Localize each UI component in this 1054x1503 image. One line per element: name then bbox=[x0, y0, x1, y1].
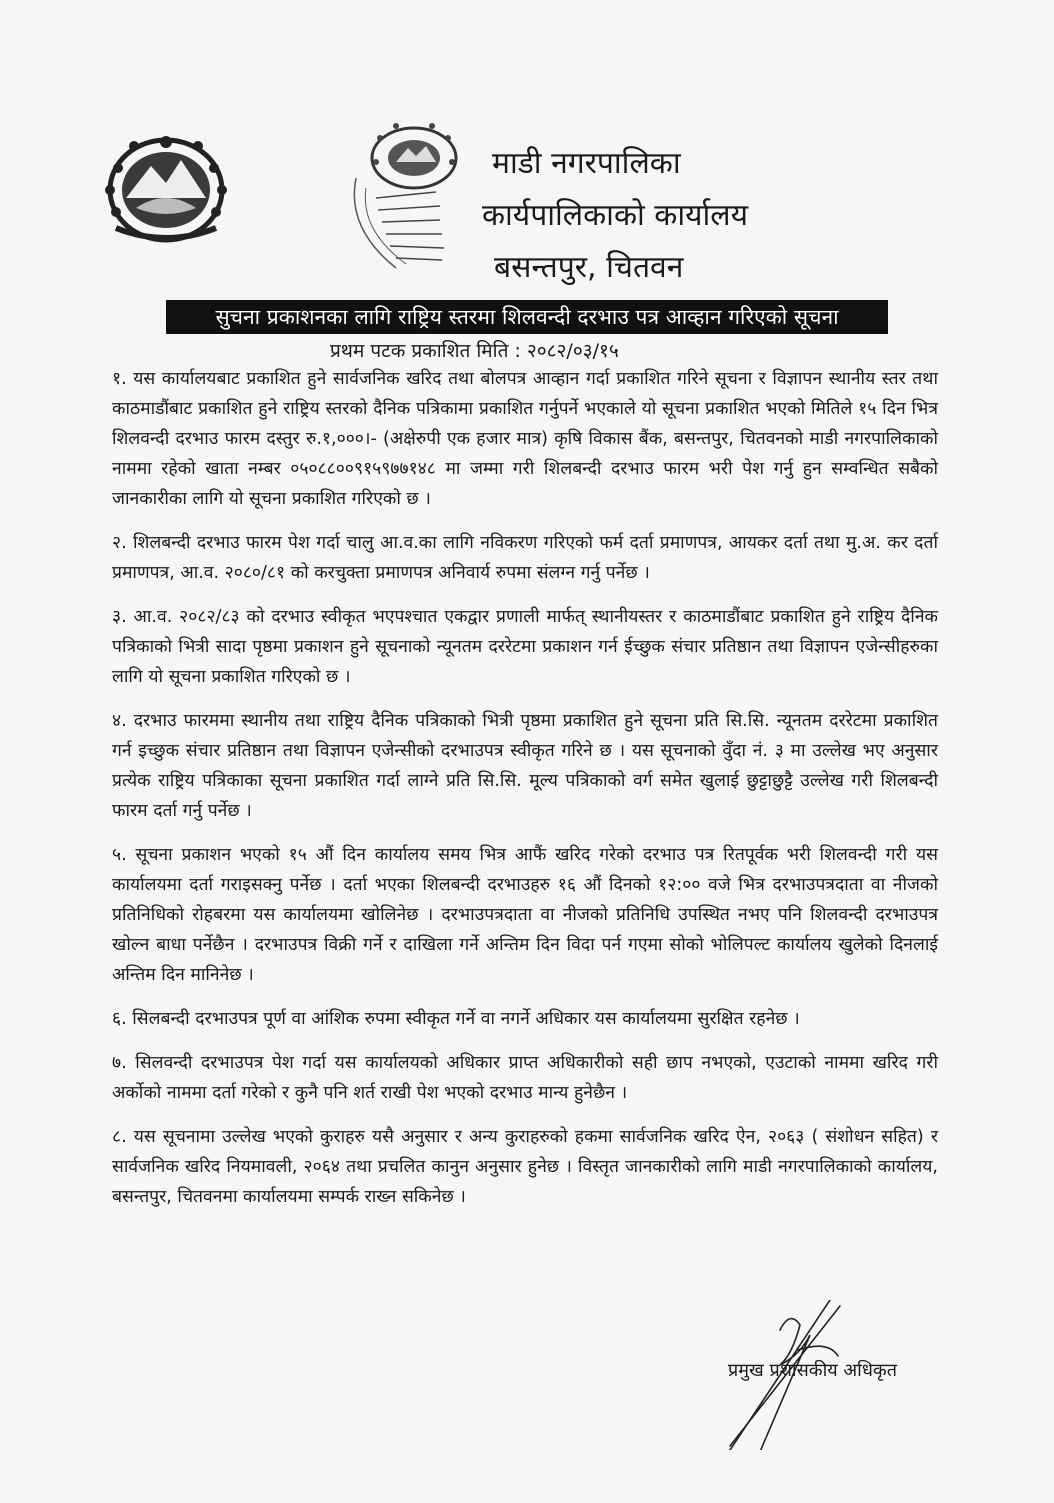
signatory-designation: प्रमुख प्रशासकीय अधिकृत bbox=[728, 1360, 897, 1381]
nepal-emblem-icon bbox=[96, 128, 236, 248]
notice-body bbox=[112, 364, 938, 1226]
clause-3: ३. आ.व. २०८२/८३ को दरभाउ स्वीकृत भएपश्चात एकद्वार प्रणाली मार्फत् स्थानीयस्तर र काठमाडौंबाट प्रकाशित हुने राष्ट्रिय दैनिक पत्रिकाको भित्री सादा पृष्ठमा प्रकाशन हुने सूचनाको न्यूनतम दररेटमा प्रकाशन गर्न ईच्छुक संचार प्रतिष्ठान तथा विज्ञापन एजेन्सीहरुका लागि यो सूचना प्रकाशित गरिएको छ । bbox=[112, 607, 938, 687]
municipality-name: माडी नगरपालिका bbox=[492, 146, 681, 181]
office-heading bbox=[482, 138, 812, 294]
clause-2: २. शिलबन्दी दरभाउ फारम पेश गर्दा चालु आ.व.का लागि नविकरण गरिएको फर्म दर्ता प्रमाणपत्र, आयकर दर्ता तथा मु.अ. कर दर्ता प्रमाणपत्र, आ.व. २०८०/८१ को करचुक्ता प्रमाणपत्र अनिवार्य रुपमा संलग्न गर्नु पर्नेछ । bbox=[112, 533, 938, 583]
clause-7: ७. सिलवन्दी दरभाउपत्र पेश गर्दा यस कार्यालयको अधिकार प्राप्त अधिकारीको सही छाप नभएको, एउटाको नाममा खरिद गरी अर्कोको नाममा दर्ता गरेको र कुनै पनि शर्त राखी पेश भएको दरभाउ मान्य हुनेछैन । bbox=[112, 1053, 938, 1103]
municipality-seal-stamp bbox=[336, 118, 486, 278]
office-subtitle: कार्यपालिकाको कार्यालय bbox=[482, 198, 749, 233]
clause-6: ६. सिलबन्दी दरभाउपत्र पूर्ण वा आंशिक रुपमा स्वीकृत गर्ने वा नगर्ने अधिकार यस कार्यालयमा सुरक्षित रहनेछ । bbox=[112, 1009, 800, 1029]
clause-8: ८. यस सूचनामा उल्लेख भएको कुराहरु यसै अनुसार र अन्य कुराहरुको हकमा सार्वजनिक खरिद ऐन, २०६३ ( संशोधन सहित) र सार्वजनिक खरिद नियमावली, २०६४ तथा प्रचलित कानुन अनुसार हुनेछ । विस्तृत जानकारीको लागि माडी नगरपालिकाको कार्यालय, बसन्तपुर, चितवनमा कार्यालयमा सम्पर्क राख्न सकिनेछ । bbox=[112, 1127, 938, 1207]
publication-date: प्रथम पटक प्रकाशित मिति : २०८२/०३/१५ bbox=[330, 340, 619, 362]
clause-1: १. यस कार्यालयबाट प्रकाशित हुने सार्वजनिक खरिद तथा बोलपत्र आव्हान गर्दा प्रकाशित गरिने सूचना र विज्ञापन स्थानीय स्तर तथा काठमाडौंबाट प्रकाशित हुने राष्ट्रिय स्तरको दैनिक पत्रिकामा प्रकाशित गर्नुपर्ने भएकाले यो सूचना प्रकाशित भएको मितिले १५ दिन भित्र शिलवन्दी दरभाउ फारम दस्तुर रु.१,०००।- (अक्षेरुपी एक हजार मात्र) कृषि विकास बैंक, बसन्तपुर, चितवनको माडी नगरपालिकाको नाममा रहेको खाता नम्बर ०५०८८००९१५९७७१४८ मा जम्मा गरी शिलबन्दी दरभाउ फारम भरी पेश गर्नु हुन सम्वन्धित सबैको जानकारीका लागि यो सूचना प्रकाशित गरिएको छ । bbox=[112, 369, 938, 509]
clause-5: ५. सूचना प्रकाशन भएको १५ औं दिन कार्यालय समय भित्र आफैं खरिद गरेको दरभाउ पत्र रितपूर्वक भरी शिलवन्दी गरी यस कार्यालयमा दर्ता गराइसक्नु पर्नेछ । दर्ता भएका शिलबन्दी दरभाउहरु १६ औं दिनको १२:०० वजे भित्र दरभाउपत्रदाता वा नीजको प्रतिनिधिको रोहबरमा यस कार्यालयमा खोलिनेछ । दरभाउपत्रदाता वा नीजको प्रतिनिधि उपस्थित नभए पनि शिलवन्दी दरभाउपत्र खोल्न बाधा पर्नेछैन । दरभाउपत्र विक्री गर्ने र दाखिला गर्ने अन्तिम दिन विदा पर्न गएमा सोको भोलिपल्ट कार्यालय खुलेको दिनलाई अन्तिम दिन मानिनेछ । bbox=[112, 845, 938, 985]
clause-4: ४. दरभाउ फारममा स्थानीय तथा राष्ट्रिय दैनिक पत्रिकाको भित्री पृष्ठमा प्रकाशित हुने सूचना प्रति सि.सि. न्यूनतम दररेटमा प्रकाशित गर्न इच्छुक संचार प्रतिष्ठान तथा विज्ञापन एजेन्सीको दरभाउपत्र स्वीकृत गरिने छ । यस सूचनाको वुँदा नं. ३ मा उल्लेख भए अनुसार प्रत्येक राष्ट्रिय पत्रिकाका सूचना प्रकाशित गर्दा लाग्ने प्रति सि.सि. मूल्य पत्रिकाको वर्ग समेत खुलाई छुट्टाछुट्टै उल्लेख गरी शिलबन्दी फारम दर्ता गर्नु पर्नेछ । bbox=[112, 711, 938, 821]
notice-title: सुचना प्रकाशनका लागि राष्ट्रिय स्तरमा शिलवन्दी दरभाउ पत्र आव्हान गरिएको सूचना bbox=[166, 300, 888, 334]
office-location: बसन्तपुर, चितवन bbox=[494, 250, 684, 285]
